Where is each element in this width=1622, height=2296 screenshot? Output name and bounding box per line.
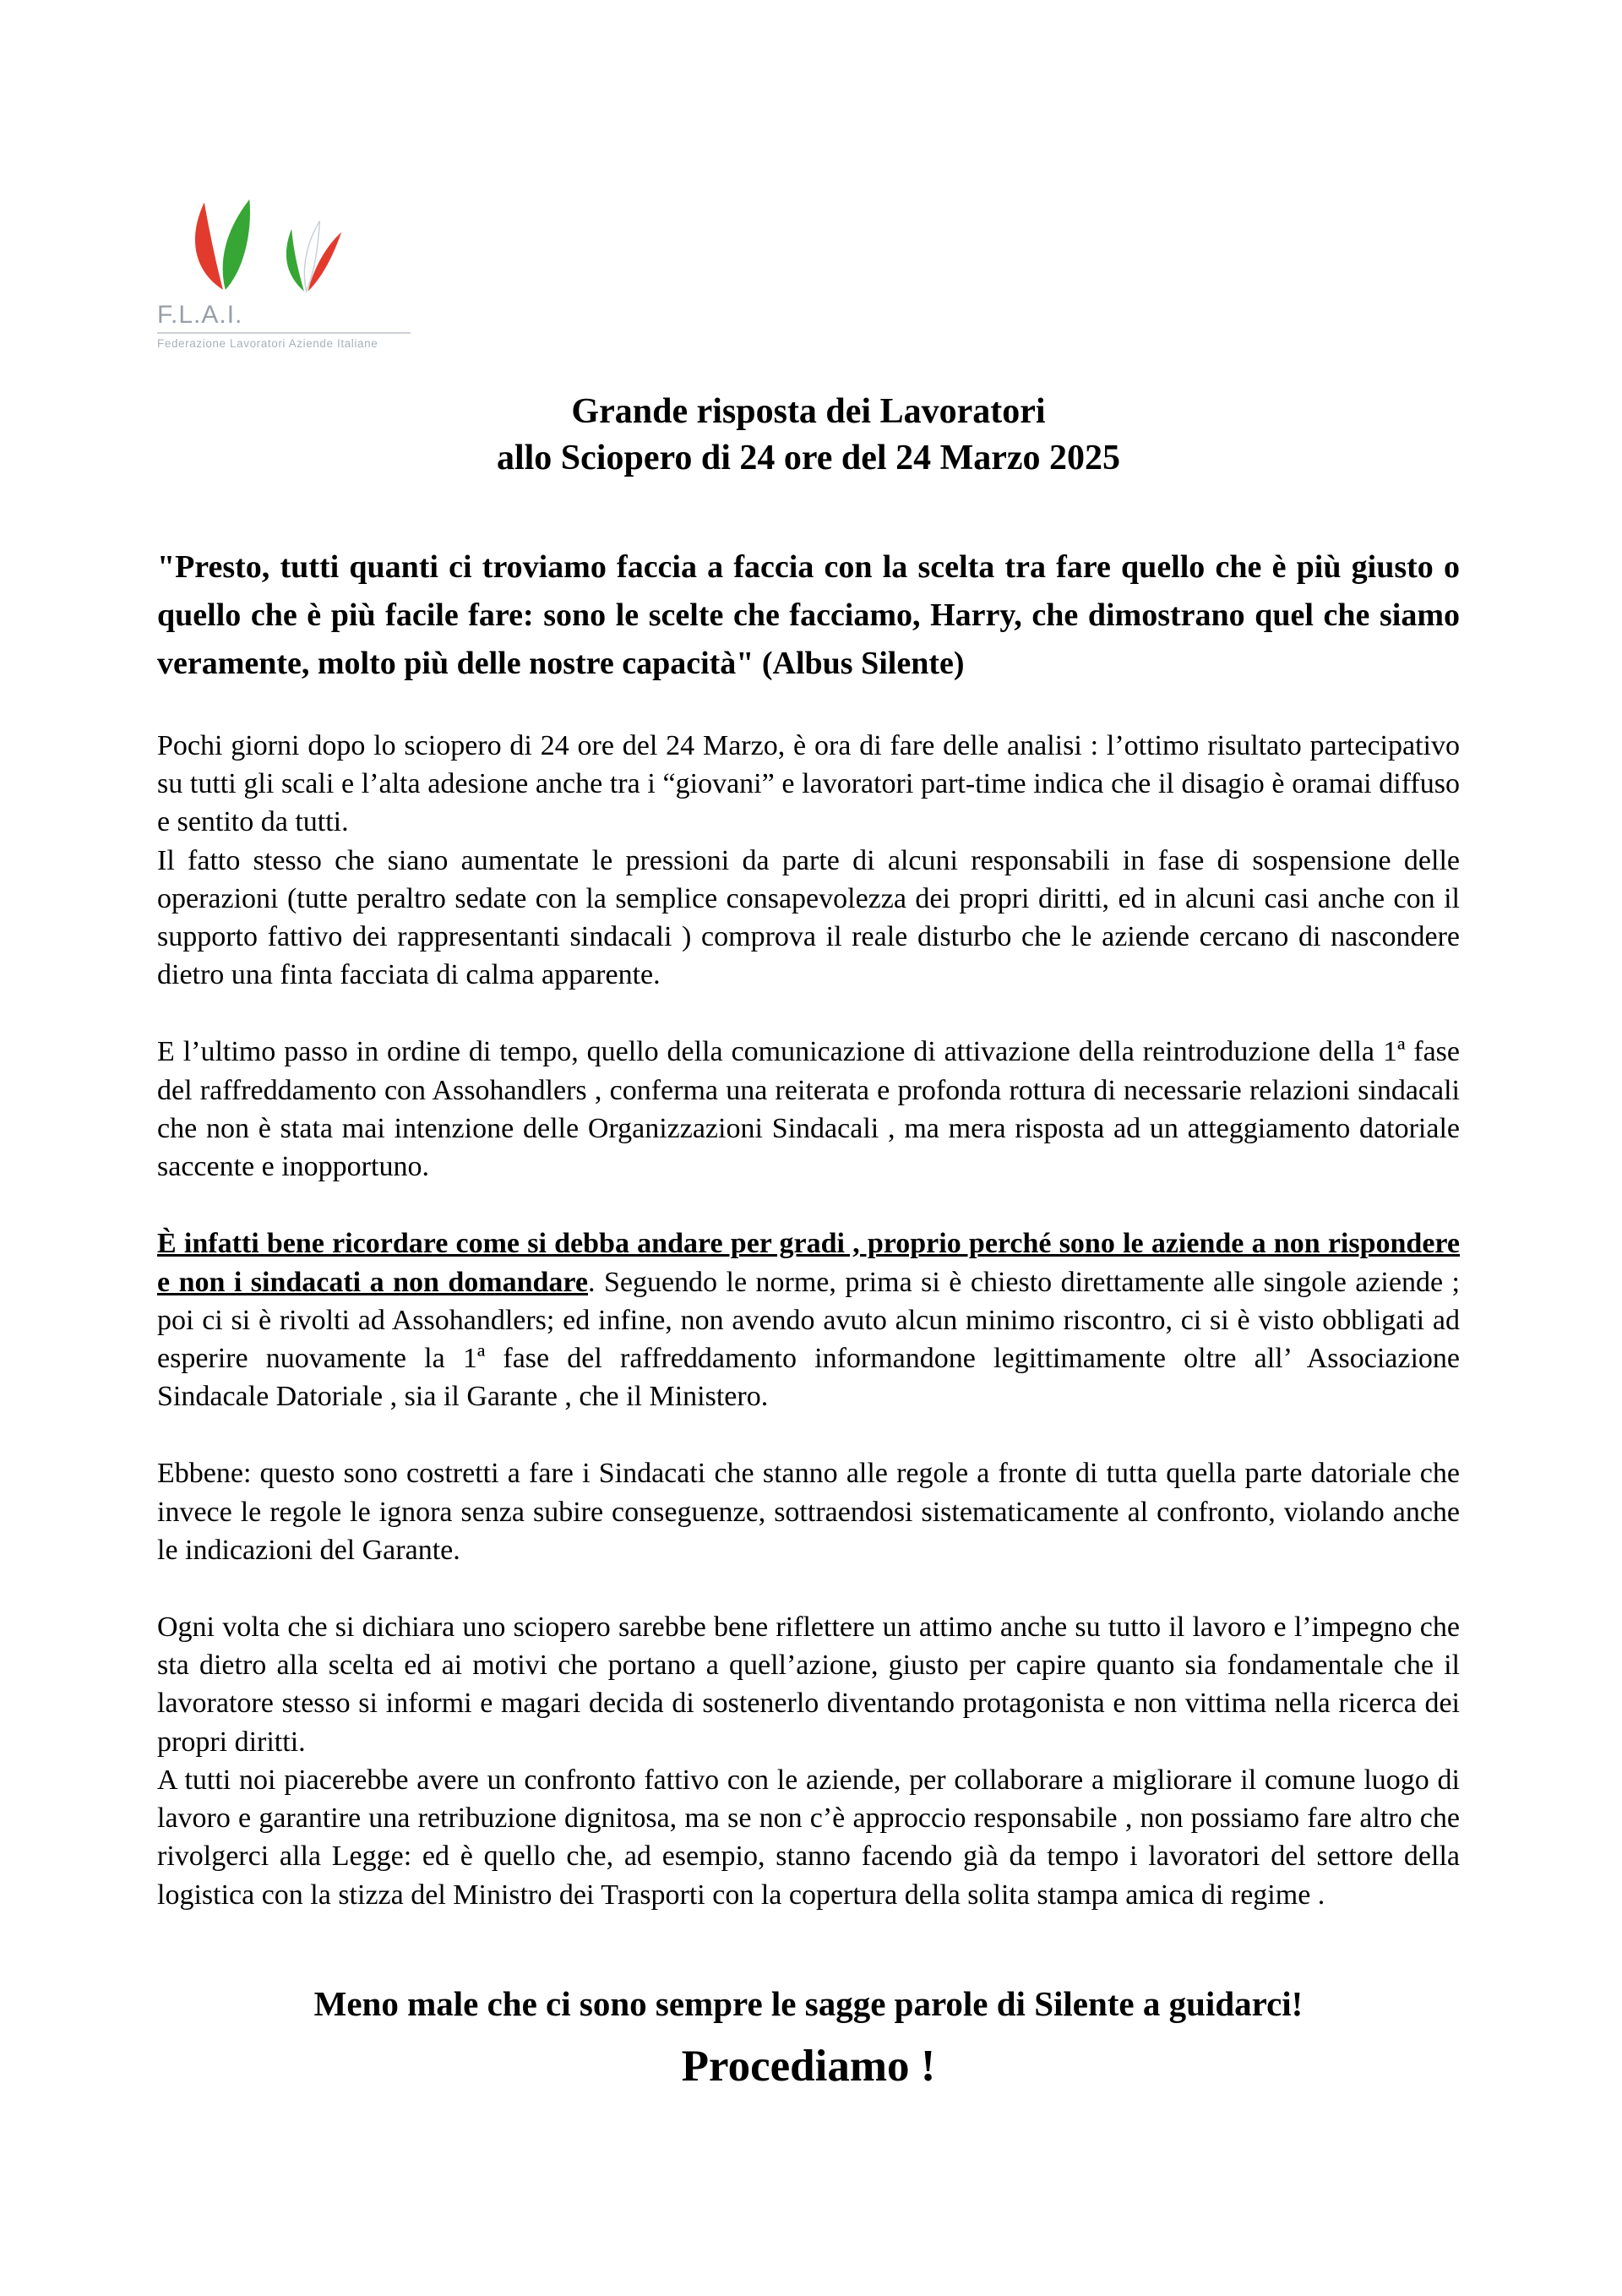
document-title bbox=[157, 389, 1460, 483]
paragraph-analysis-part1: Pochi giorni dopo lo sciopero di 24 ore del 24 Marzo, è ora di fare delle analisi : l’ottimo risultato partecipativo su tutti gli scali e l’alta adesione anche tra i “giovani” e lavoratori part-time indica che il disagio è oramai diffuso e sentito da tutti. bbox=[157, 729, 1460, 838]
paragraph-sciopero-part1: Ogni volta che si dichiara uno sciopero sarebbe bene riflettere un attimo anche su tutto il lavoro e l’impegno che sta dietro alla scelta ed ai motivi che portano a quell’azione, giusto per capire quanto sia fondamentale che il lavoratore stesso si informi e magari decida di sostenerlo diventando protagonista e non vittima nella ricerca dei propri diritti. bbox=[157, 1612, 1460, 1758]
paragraph-analysis bbox=[157, 727, 1460, 995]
paragraph-gradi bbox=[157, 1224, 1460, 1415]
logo-tagline: Federazione Lavoratori Aziende Italiane bbox=[157, 337, 378, 350]
silente-quote: "Presto, tutti quanti ci troviamo faccia a faccia con la scelta tra fare quello che è più giusto o quello che è più facile fare: sono le scelte che facciamo, Harry, che dimostrano quel che siamo veramente, molto più delle nostre capacità" (Albus Silente) bbox=[157, 548, 1460, 681]
flai-leaves-icon bbox=[169, 198, 367, 299]
paragraph-sciopero-part2: A tutti noi piacerebbe avere un confronto fattivo con le aziende, per collaborare a migliorare il comune luogo di lavoro e garantire una retribuzione dignitosa, ma se non c’è approccio responsabile , non possiamo fare altro che rivolgerci alla Legge: ed è quello che, ad esempio, stanno facendo già da tempo i lavoratori del settore della logistica con la stizza del Ministro dei Trasporti con la copertura della solita stampa amica di regime . bbox=[157, 1764, 1460, 1911]
paragraph-raffreddamento: E l’ultimo passo in ordine di tempo, quello della comunicazione di attivazione della reintroduzione della 1ª fase del raffreddamento con Assohandlers , conferma una reiterata e profonda rottura di necessarie relazioni sindacali che non è stata mai intenzione delle Organizzazioni Sindacali , ma mera risposta ad un atteggiamento datoriale saccente e inopportuno. bbox=[157, 1036, 1460, 1183]
closing-statement bbox=[157, 1982, 1460, 2094]
closing-line-1: Meno male che ci sono sempre le sagge parole di Silente a guidarci! bbox=[313, 1983, 1304, 2023]
title-line-1: Grande risposta dei Lavoratori bbox=[571, 392, 1046, 431]
flai-logo bbox=[157, 198, 419, 350]
logo-acronym: F.L.A.I. bbox=[157, 301, 411, 334]
paragraph-gradi-bold: È infatti bene ricordare come si debba andare per gradi , proprio perché sono le aziende a non rispondere e non i sindacati a non domandare bbox=[157, 1228, 1460, 1298]
title-line-2: allo Sciopero di 24 ore del 24 Marzo 2025 bbox=[496, 439, 1121, 478]
closing-line-2: Procediamo ! bbox=[681, 2042, 936, 2091]
paragraph-gradi-rest: . Seguendo le norme, prima si è chiesto direttamente alle singole aziende ; poi ci si è rivolti ad Assohandlers; ed infine, non avendo avuto alcun minimo riscontro, ci si è visto obbligati ad esperire nuovamente la 1ª fase del raffreddamento informandone legittimamente oltre all’ Associazione Sindacale Datoriale , sia il Garante , che il Ministero. bbox=[157, 1266, 1460, 1413]
paragraph-sciopero bbox=[157, 1608, 1460, 1914]
paragraph-ebbene: Ebbene: questo sono costretti a fare i Sindacati che stanno alle regole a fronte di tutta quella parte datoriale che invece le regole le ignora senza subire conseguenze, sottraendosi sistematicamente al confronto, violando anche le indicazioni del Garante. bbox=[157, 1458, 1460, 1566]
paragraph-analysis-part2: Il fatto stesso che siano aumentate le pressioni da parte di alcuni responsabili in fase di sospensione delle operazioni (tutte peraltro sedate con la semplice consapevolezza dei propri diritti, ed in alcuni casi anche con il supporto fattivo dei rappresentanti sindacali ) comprova il reale disturbo che le aziende cercano di nascondere dietro una finta facciata di calma apparente. bbox=[157, 844, 1460, 991]
